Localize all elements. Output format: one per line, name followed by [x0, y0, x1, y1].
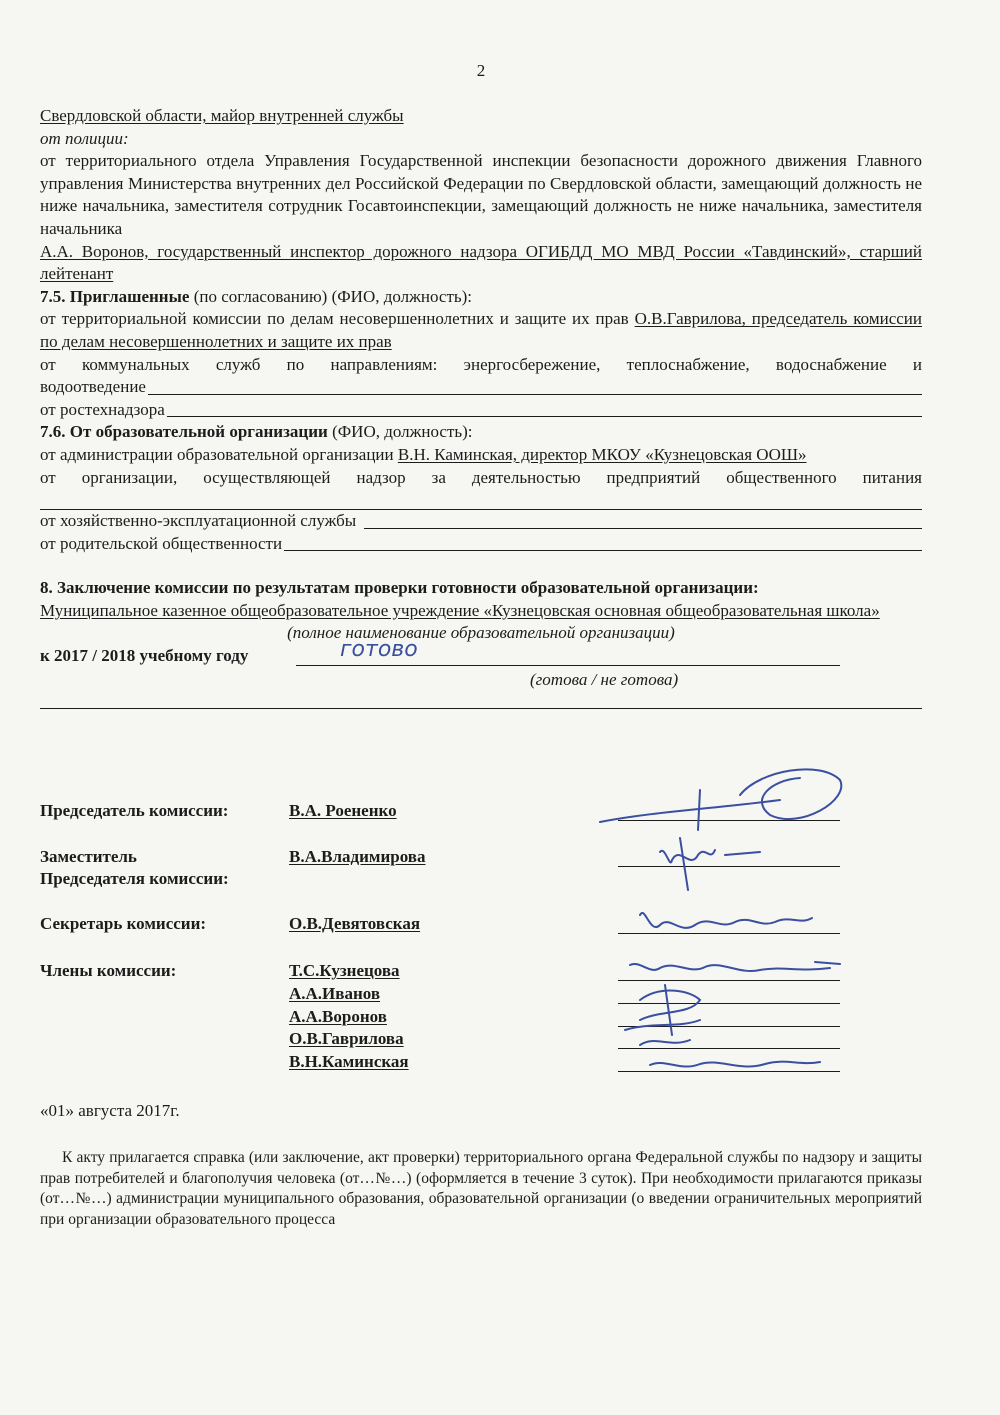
org-caption: (полное наименование образовательной организации)	[287, 623, 675, 643]
blank-line	[148, 394, 922, 395]
document-date: «01» августа 2017г.	[40, 1101, 180, 1120]
section-7-5-note: (по согласованию) (ФИО, должность):	[189, 286, 473, 306]
rostech-fill	[40, 399, 922, 422]
police-person: А.А. Воронов, государственный инспектор дорожного надзора ОГИБДД МО МВД России «Тавдинский», старший лейтенант	[40, 241, 922, 284]
kdn-value: О.В.Гаврилова, председатель комиссии по делам несовершеннолетних и защите их прав	[40, 309, 922, 351]
signature-row	[40, 983, 922, 1006]
parents-label: от родительской общественности	[40, 533, 283, 553]
signature-name: В.Н.Каминская	[289, 1051, 409, 1071]
signature-name: А.А.Иванов	[289, 983, 381, 1003]
signature-name: О.В.Девятовская	[289, 913, 421, 933]
rostech-label: от ростехнадзора	[40, 399, 165, 419]
signature-row	[40, 846, 922, 869]
section-7-6-note: (ФИО, должность):	[327, 422, 473, 442]
signature-name: О.В.Гаврилова	[289, 1029, 404, 1049]
signature-row	[40, 913, 922, 936]
communal-fill	[40, 376, 922, 399]
signature-line	[618, 1003, 840, 1004]
status-caption: (готова / не готова)	[530, 670, 679, 690]
signature-name: В.А.Владимирова	[289, 846, 426, 866]
admin-value: В.Н. Каминская, директор МКОУ «Кузнецовская ООШ»	[397, 444, 807, 464]
maint-fill	[40, 510, 922, 533]
signature-line	[618, 1026, 840, 1027]
section-7-6-title: 7.6. От образовательной организации	[40, 422, 328, 442]
signature-row-cont	[40, 868, 922, 891]
signature-line	[618, 1048, 840, 1049]
admin-line	[40, 444, 922, 467]
police-label: от полиции:	[40, 128, 129, 148]
signature-block	[40, 800, 922, 1073]
signature-role: Председатель комиссии:	[40, 801, 229, 820]
signature-role: Заместитель	[40, 846, 137, 866]
kdn-line	[40, 308, 922, 353]
maint-label: от хозяйственно-эксплуатационной службы	[40, 511, 357, 531]
blank-line	[40, 489, 922, 510]
section-7-5-title: 7.5. Приглашенные	[40, 286, 190, 306]
admin-prefix: от администрации образовательной организации	[40, 444, 398, 464]
footnote: К акту прилагается справка (или заключение, акт проверки) территориального органа Федеральной службы по надзору и защиты прав потребителей и благополучия человека (от…№…) (оформляется в течение 3 суток). При необходимости прилагаются приказы (от…№…) администрации муниципального образования, образовательной организации (о введении ограничительных мероприятий при организации образовательного процесса	[40, 1149, 922, 1228]
signature-row	[40, 800, 922, 823]
blank-line	[364, 528, 922, 529]
police-rank-line: Свердловской области, майор внутренней службы	[40, 106, 404, 125]
org-name: Муниципальное казенное общеобразовательное учреждение «Кузнецовская основная общеобразовательная школа»	[40, 600, 880, 620]
food-line: от организации, осуществляющей надзор за деятельностью предприятий общественного питания	[40, 467, 922, 487]
page-number: 2	[476, 61, 486, 80]
signature-row	[40, 1028, 922, 1051]
section-8-heading: 8. Заключение комиссии по результатам проверки готовности образовательной организации:	[40, 578, 759, 598]
signature-line	[618, 820, 840, 821]
communal-end: водоотведение	[40, 377, 146, 397]
signature-name: А.А.Воронов	[289, 1006, 387, 1026]
year-row	[40, 637, 922, 669]
signature-line	[618, 1071, 840, 1072]
year-status-line	[296, 665, 840, 666]
signature-row	[40, 1006, 922, 1029]
section-7-6-heading	[40, 421, 922, 444]
signature-name: В.А. Роененко	[289, 801, 397, 820]
parents-fill	[40, 533, 922, 556]
signature-name: Т.С.Кузнецова	[289, 961, 400, 981]
blank-line	[167, 416, 922, 417]
status-handwritten: готово	[340, 637, 418, 663]
signature-line	[618, 980, 840, 981]
signature-line	[618, 866, 840, 867]
signature-row	[40, 1051, 922, 1074]
signature-role: Члены комиссии:	[40, 961, 177, 981]
signature-role-cont: Председателя комиссии:	[40, 869, 229, 889]
communal-line: от коммунальных служб по направлениям: энергосбережение, теплоснабжение, водоснабжение и	[40, 354, 922, 374]
section-7-5-heading	[40, 286, 922, 309]
year-label: к 2017 / 2018 учебному году	[40, 646, 249, 666]
signature-row	[40, 960, 922, 983]
body-text	[40, 105, 922, 709]
blank-line	[40, 692, 922, 709]
signature-role: Секретарь комиссии:	[40, 913, 207, 933]
kdn-prefix: от территориальной комиссии по делам несовершеннолетних и защите их прав	[40, 309, 635, 329]
blank-line	[284, 550, 922, 551]
police-dept-text: от территориального отдела Управления Государственной инспекции безопасности дорожного движения Главного управления Министерства внутренних дел Российской Федерации по Свердловской области, замещающий должность не ниже начальника, заместителя сотрудник Госавтоинспекции, замещающий должность не ниже начальника, заместителя начальника	[40, 151, 922, 238]
signature-line	[618, 933, 840, 934]
